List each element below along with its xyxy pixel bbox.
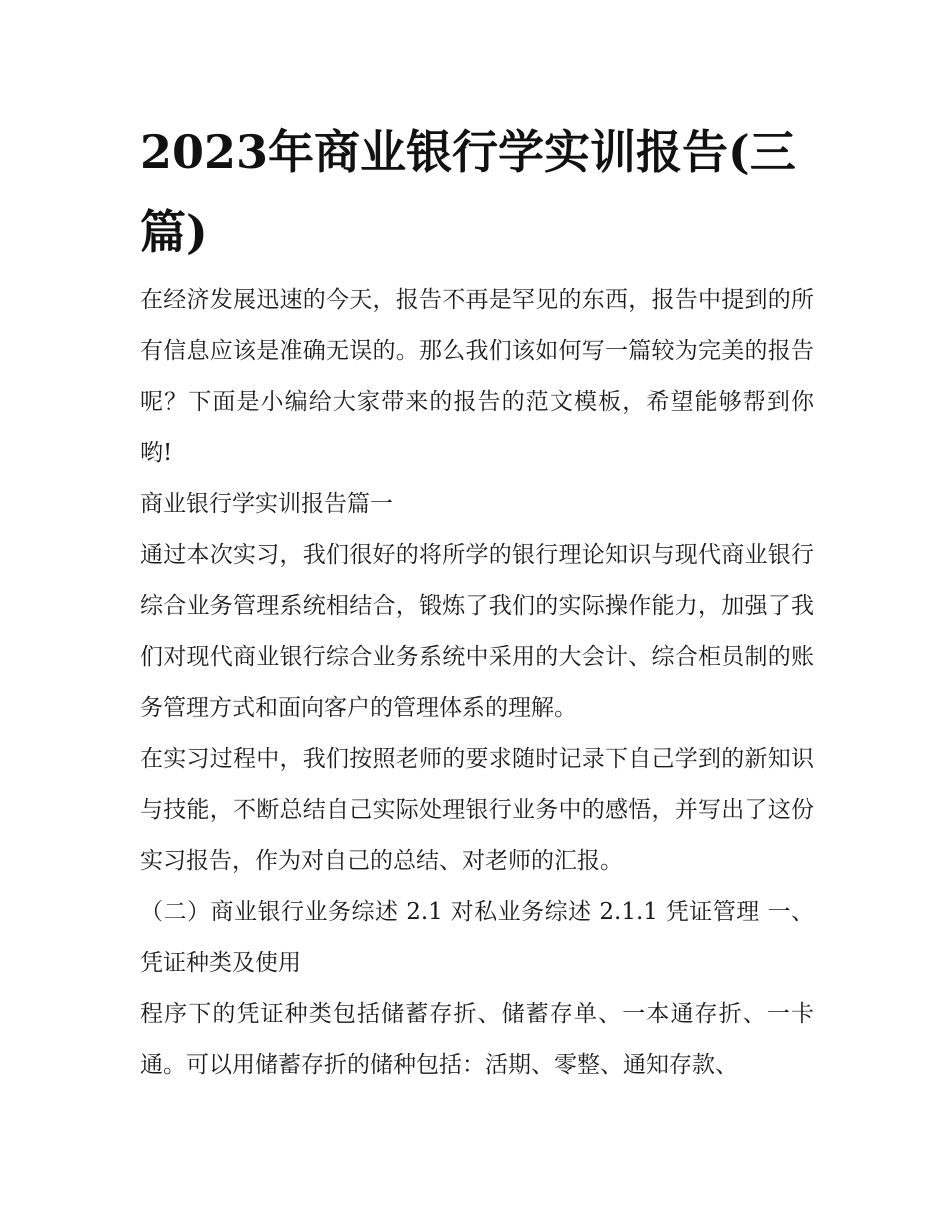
paragraph-voucher-types: 程序下的凭证种类包括储蓄存折、储蓄存单、一本通存折、一卡通。可以用储蓄存折的储种包括：活期、零整、通知存款、: [140, 1001, 814, 1078]
document-body: [140, 275, 814, 1091]
paragraph-business-overview: （二）商业银行业务综述 2.1 对私业务综述 2.1.1 凭证管理 一、凭证种类及使用: [140, 899, 814, 976]
paragraph-internship-process: 在实习过程中，我们按照老师的要求随时记录下自己学到的新知识与技能，不断总结自己实际处理银行业务中的感悟，并写出了这份实习报告，作为对自己的总结、对老师的汇报。: [140, 746, 814, 874]
paragraph-intro: 在经济发展迅速的今天，报告不再是罕见的东西，报告中提到的所有信息应该是准确无误的。那么我们该如何写一篇较为完美的报告呢？下面是小编给大家带来的报告的范文模板，希望能够帮到你哟!: [140, 287, 814, 466]
paragraph-internship-summary: 通过本次实习，我们很好的将所学的银行理论知识与现代商业银行综合业务管理系统相结合，锻炼了我们的实际操作能力，加强了我们对现代商业银行综合业务系统中采用的大会计、综合柜员制的账务管理方式和面向客户的管理体系的理解。: [140, 542, 814, 721]
section-heading: 商业银行学实训报告篇一: [140, 491, 393, 517]
document-title: 2023年商业银行学实训报告(三篇): [140, 125, 796, 259]
